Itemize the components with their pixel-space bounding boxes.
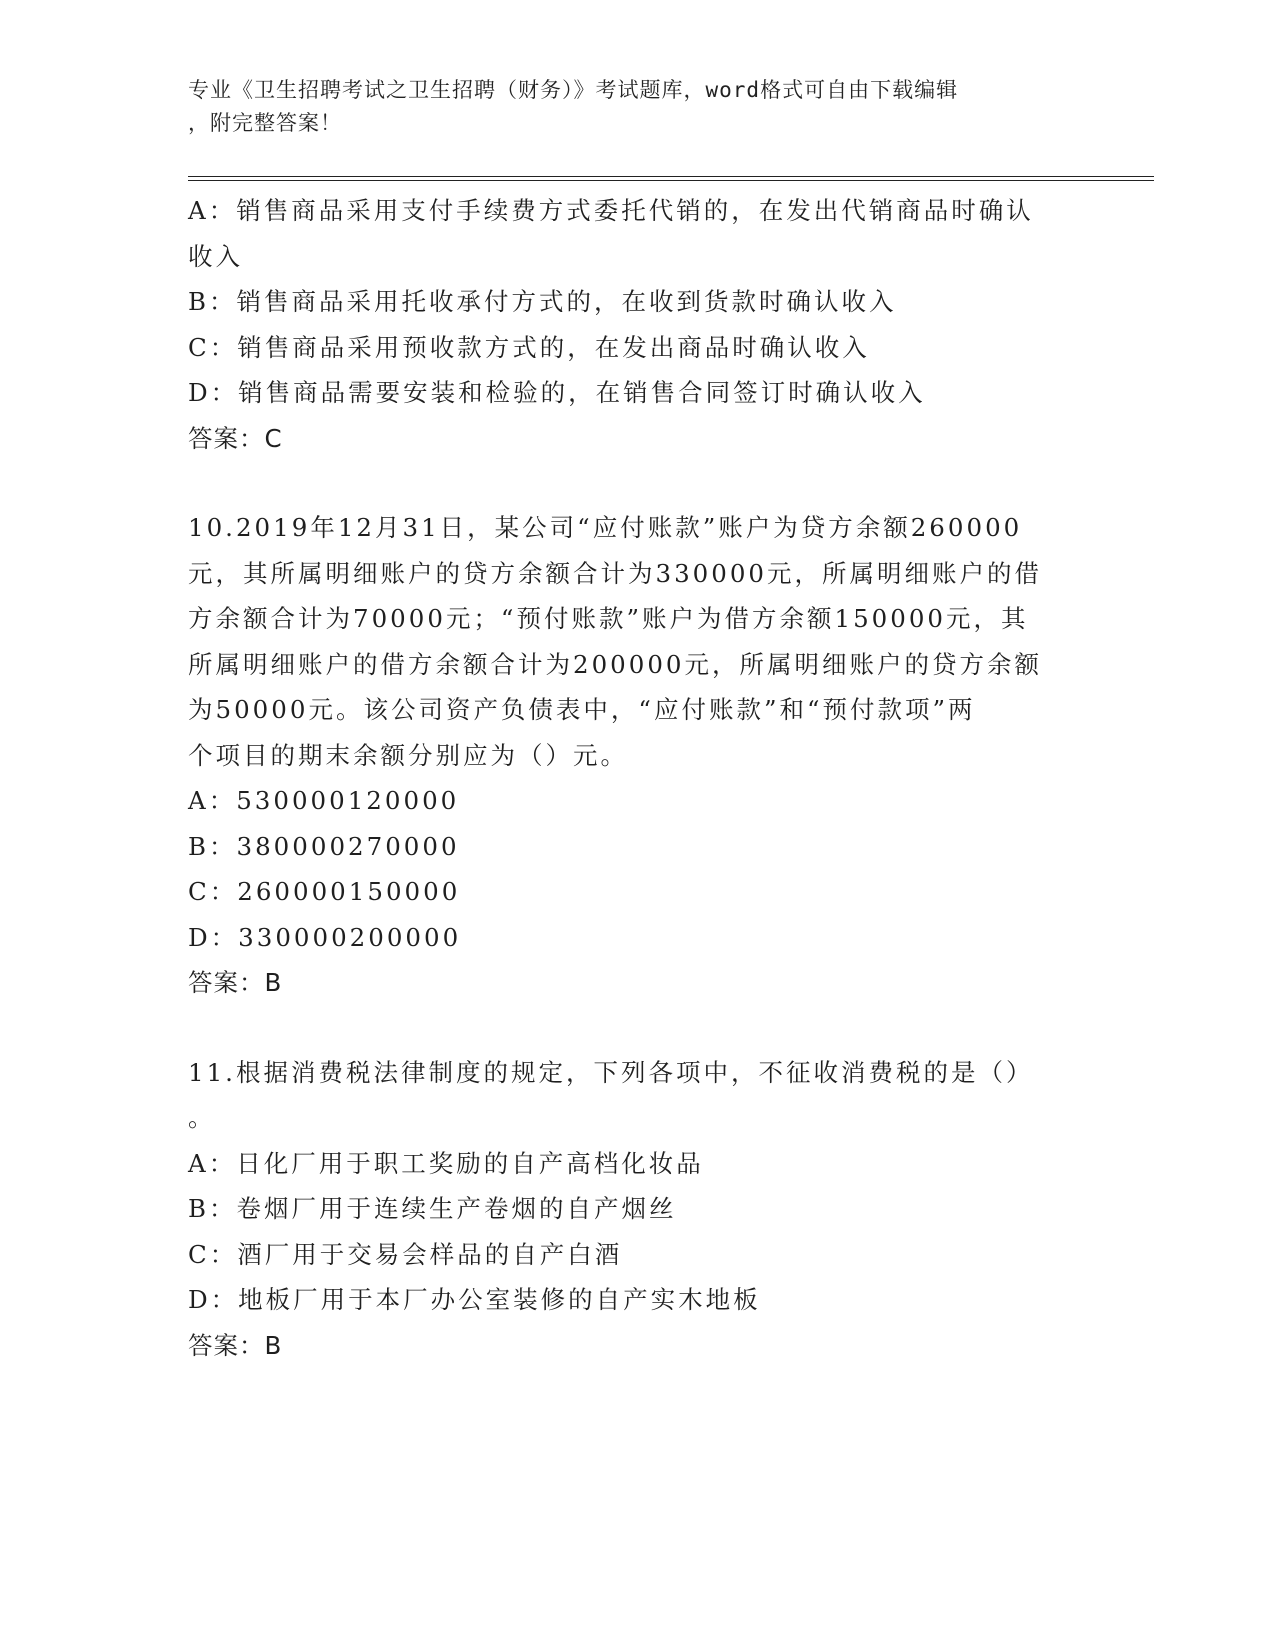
option-c: C：销售商品采用预收款方式的，在发出商品时确认收入	[188, 332, 870, 362]
question-stem: 11.根据消费税法律制度的规定，下列各项中，不征收消费税的是（）	[188, 1057, 1034, 1087]
spacer	[188, 461, 1078, 505]
header-divider	[188, 176, 1154, 181]
option-b: B：380000270000	[188, 831, 460, 861]
page-header	[188, 74, 1068, 140]
answer: 答案：C	[188, 423, 283, 453]
header-line-1: 专业《卫生招聘考试之卫生招聘（财务）》考试题库，word格式可自由下载编辑	[188, 78, 959, 102]
spacer	[188, 1006, 1078, 1050]
header-line-2: ，附完整答案！	[188, 111, 342, 135]
question-11	[188, 1050, 1078, 1369]
document-body	[188, 188, 1078, 1368]
answer: 答案：B	[188, 968, 283, 997]
option-b: B：卷烟厂用于连续生产卷烟的自产烟丝	[188, 1194, 677, 1223]
option-c: C：260000150000	[188, 877, 461, 906]
option-a: A：销售商品采用支付手续费方式委托代销的，在发出代销商品时确认	[188, 196, 1034, 225]
option-b: B：销售商品采用托收承付方式的，在收到货款时确认收入	[188, 287, 897, 316]
question-stem: 10.2019年12月31日，某公司“应付账款”账户为贷方余额260000	[188, 513, 1023, 542]
question-stem: 方余额合计为70000元；“预付账款”账户为借方余额150000元，其	[188, 604, 1029, 633]
option-a: A：530000120000	[188, 786, 460, 815]
answer: 答案：B	[188, 1330, 283, 1360]
option-d: D：销售商品需要安装和检验的，在销售合同签订时确认收入	[188, 378, 926, 407]
option-a-continued: 收入	[188, 241, 243, 271]
option-c: C：酒厂用于交易会样品的自产白酒	[188, 1239, 623, 1269]
question-10	[188, 505, 1078, 1006]
option-d: D：地板厂用于本厂办公室装修的自产实木地板	[188, 1285, 761, 1314]
question-stem: 。	[188, 1103, 216, 1132]
question-stem: 元，其所属明细账户的贷方余额合计为330000元，所属明细账户的借	[188, 558, 1043, 588]
option-d: D：330000200000	[188, 922, 462, 952]
option-a: A：日化厂用于职工奖励的自产高档化妆品	[188, 1148, 704, 1178]
question-9	[188, 188, 1078, 461]
question-stem: 个项目的期末余额分别应为（）元。	[188, 740, 628, 770]
question-stem: 为50000元。该公司资产负债表中，“应付账款”和“预付款项”两	[188, 695, 976, 724]
question-stem: 所属明细账户的借方余额合计为200000元，所属明细账户的贷方余额	[188, 649, 1043, 679]
